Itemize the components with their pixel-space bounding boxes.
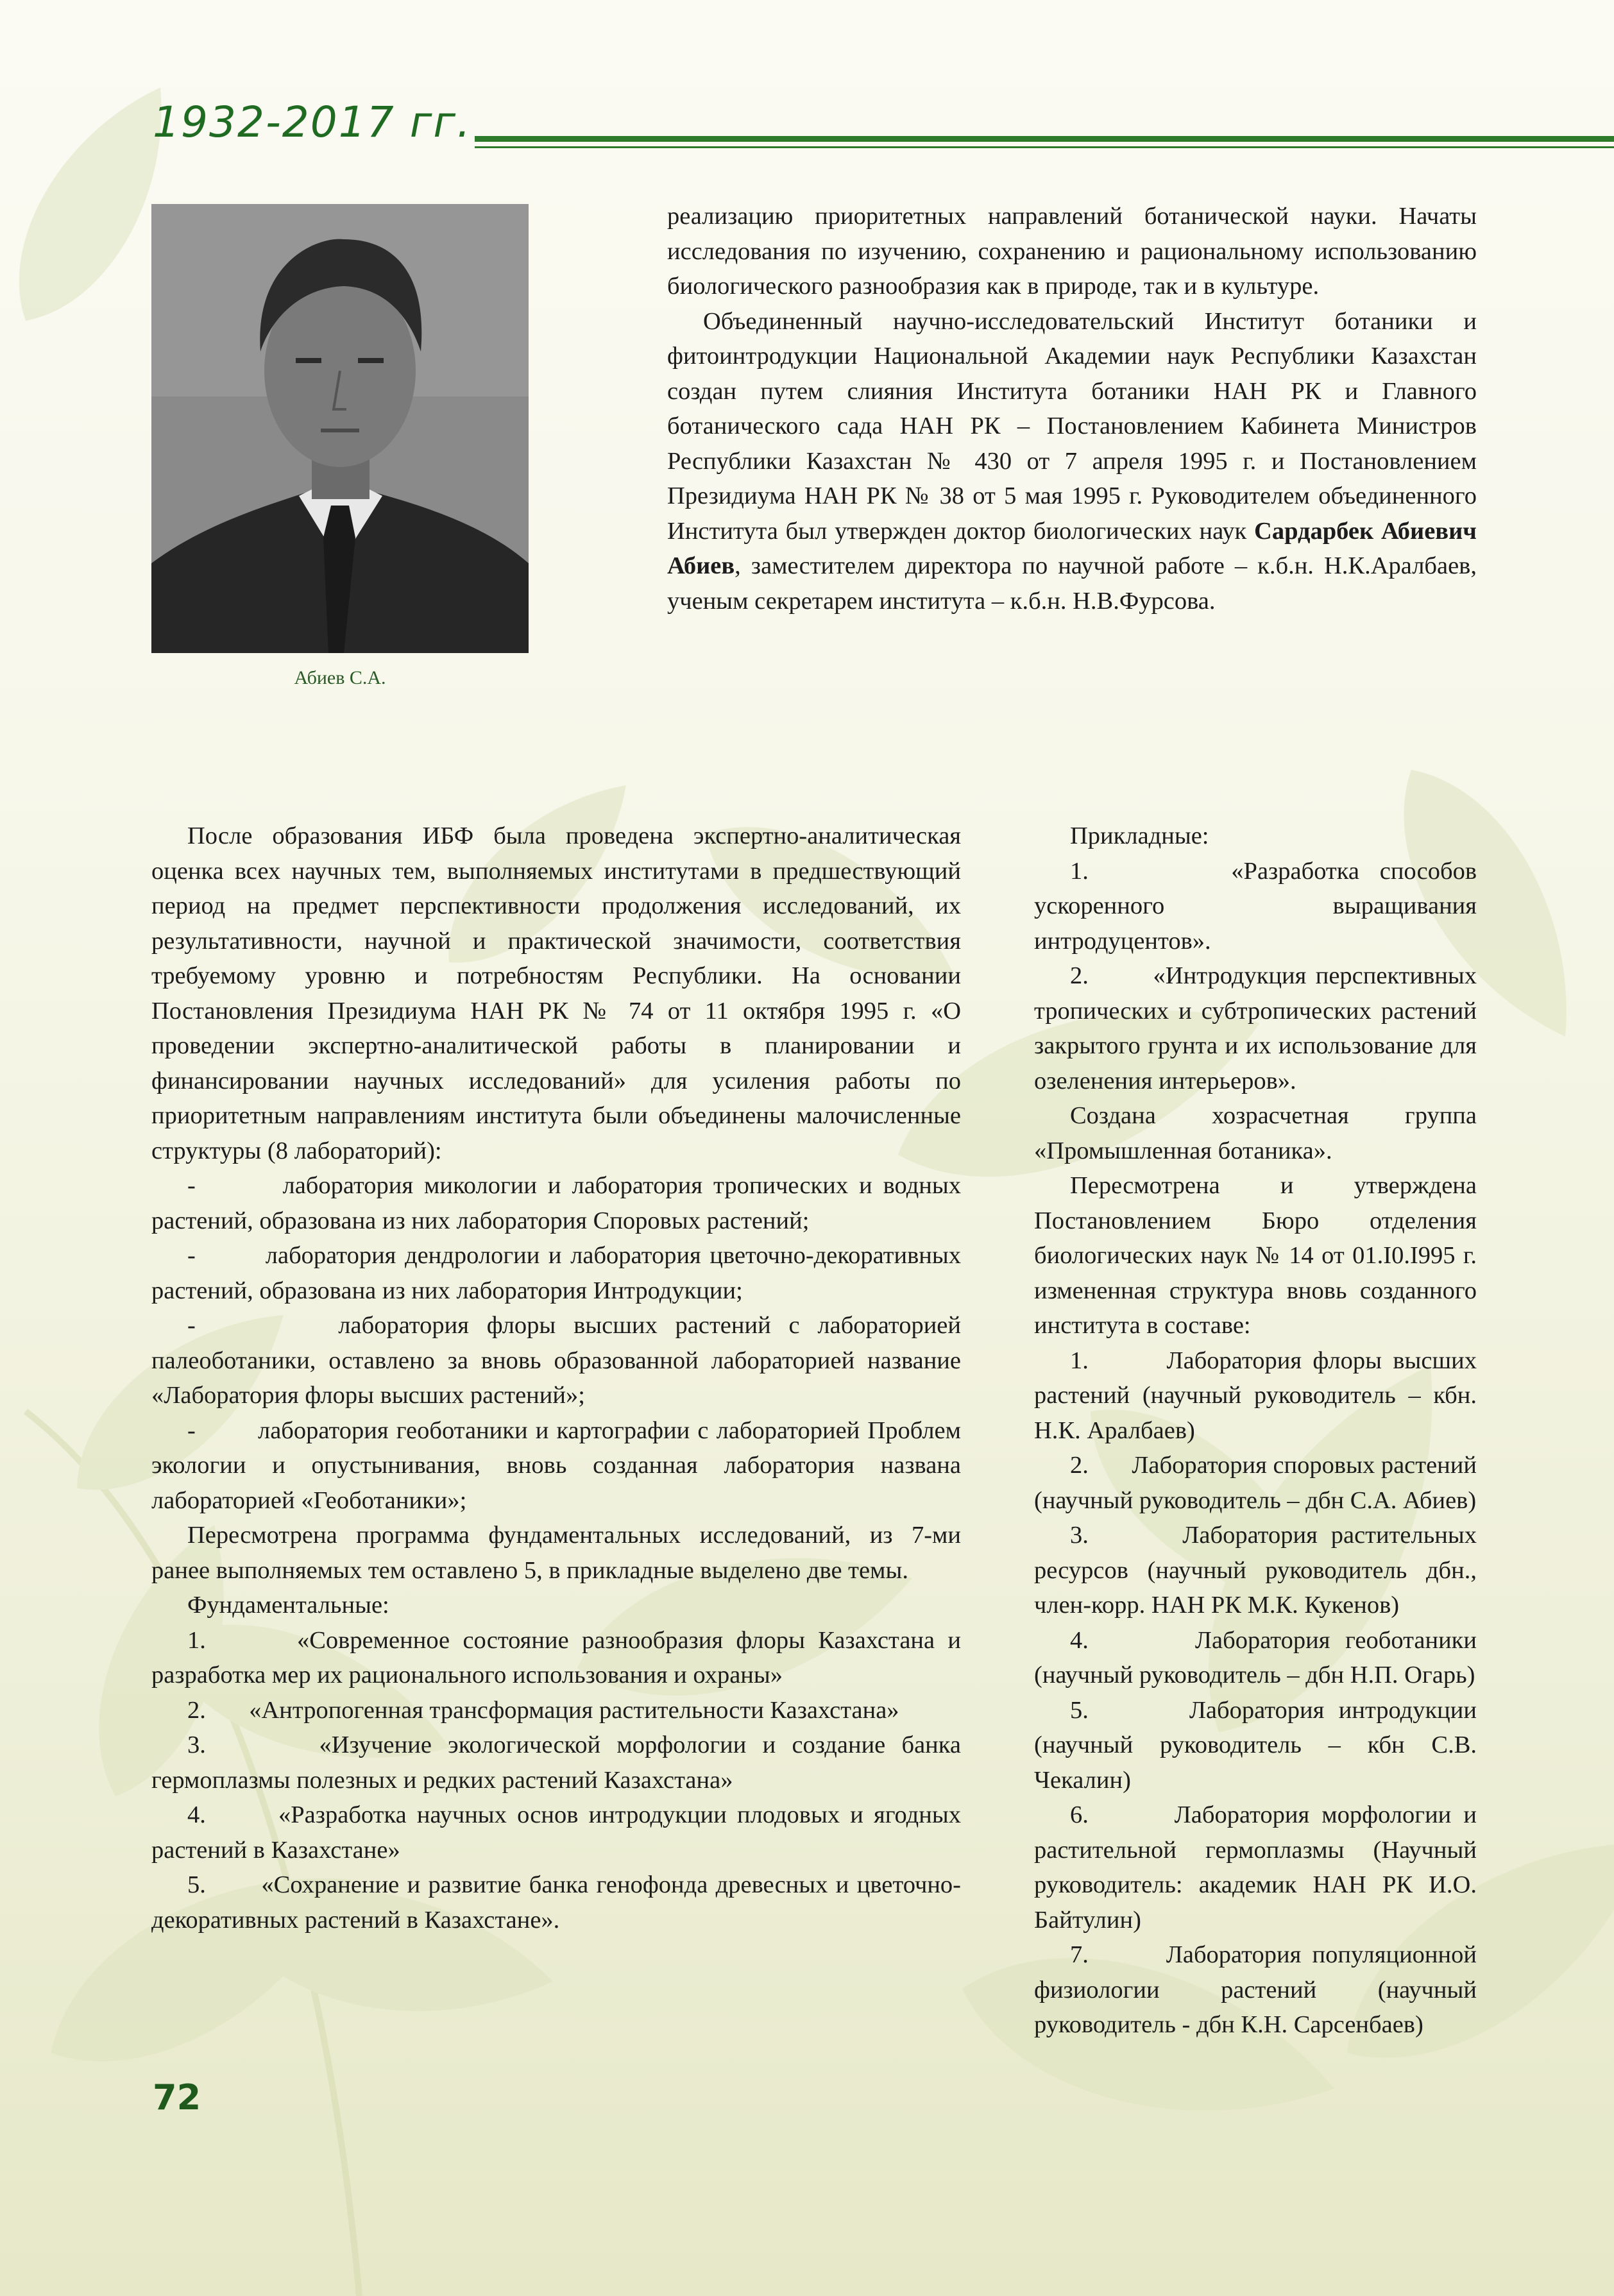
intro-text [667, 199, 1477, 618]
director-name: Сардарбек Абиевич Абиев [667, 517, 1477, 579]
institute-paragraph [667, 304, 1477, 619]
paragraph: Пересмотрена и утверждена Постановлением Бюро отделения биологических наук № 14 от 01.I0.I995 г. измененная структура вновь созданного института в составе: [1034, 1172, 1477, 1339]
list-item: 7. Лаборатория популяционной физиологии растений (научный руководитель - дбн К.Н. Сарсенбаев) [1034, 1941, 1477, 2038]
section-heading: Прикладные: [1070, 822, 1209, 849]
institute-text-start: Объединенный научно-исследовательский Институт ботаники и фитоинтродукции Национальной Академии наук Республики Казахстан создан путем слияния Института ботаники НАН РК и Главного ботанического сада НАН РК – Постановлением Кабинета Министров Республики Казахстан № 430 от 7 апреля 1995 г. и Постановлением Президиума НАН РК № 38 от 5 мая 1995 г. Руководителем объединенного Института был утвержден доктор биологических наук [667, 307, 1477, 545]
header-rule [475, 136, 1614, 142]
portrait-photo [151, 204, 529, 653]
list-item: 3. Лаборатория растительных ресурсов (научный руководитель дбн., член-корр. НАН РК М.К. Кукенов) [1034, 1522, 1477, 1619]
left-column [151, 819, 961, 1937]
paragraph: Пересмотрена программа фундаментальных исследований, из 7-ми ранее выполняемых тем оставлено 5, в прикладные выделено две темы. [151, 1522, 961, 1584]
institute-text-end: , заместителем директора по научной работе – к.б.н. Н.К.Аралбаев, ученым секретарем института – к.б.н. Н.В.Фурсова. [667, 552, 1477, 615]
list-item: 2. «Антропогенная трансформация растительности Казахстана» [187, 1696, 899, 1724]
list-item: - лаборатория флоры высших растений с лабораторией палеоботаники, оставлено за вновь образованной лабораторией название «Лаборатория флоры высших растений»; [151, 1312, 961, 1409]
paragraph: Создана хозрасчетная группа «Промышленная ботаника». [1034, 1102, 1477, 1164]
list-item: 1. «Современное состояние разнообразия флоры Казахстана и разработка мер их рационального использования и охраны» [151, 1626, 961, 1688]
list-item: 4. Лаборатория геоботаники (научный руководитель – дбн Н.П. Огарь) [1034, 1626, 1477, 1688]
intro-paragraph: реализацию приоритетных направлений ботанической науки. Начаты исследования по изучению, сохранению и рациональному использованию биологического разнообразия как в природе, так и в культуре. [667, 203, 1477, 300]
list-item: 1. Лаборатория флоры высших растений (научный руководитель – кбн. Н.К. Аралбаев) [1034, 1347, 1477, 1444]
list-item: - лаборатория дендрологии и лаборатория цветочно-декоративных растений, образована из них лаборатория Интродукции; [151, 1242, 961, 1304]
list-item: 2. «Интродукция перспективных тропических и субтропических растений закрытого грунта и их использование для озеленения интерьеров». [1034, 962, 1477, 1094]
list-item: - лаборатория микологии и лаборатория тропических и водных растений, образована из них лаборатория Споровых растений; [151, 1172, 961, 1234]
photo-caption: Абиев С.А. [294, 667, 386, 688]
header-rule-thin [475, 146, 1614, 148]
right-column [1034, 819, 1477, 2043]
list-item: 5. «Сохранение и развитие банка генофонда древесных и цветочно-декоративных растений в Казахстане». [151, 1871, 961, 1934]
paragraph: После образования ИБФ была проведена экспертно-аналитическая оценка всех научных тем, выполняемых институтами в предшествующий период на предмет перспективности продолжения исследований, их результативности, научной и практической значимости, соответствия требуемому уровню и потребностям Республики. На основании Постановления Президиума НАН РК № 74 от 11 октября 1995 г. «О проведении экспертно-аналитической работы в планировании и финансировании научных исследований» для усиления работы по приоритетным направлениям института были объединены малочисленные структуры (8 лабораторий): [151, 822, 961, 1164]
list-item: 4. «Разработка научных основ интродукции плодовых и ягодных растений в Казахстане» [151, 1801, 961, 1864]
list-item: 2. Лаборатория споровых растений (научный руководитель – дбн С.А. Абиев) [1034, 1452, 1477, 1514]
page-number: 72 [153, 2077, 201, 2118]
section-heading: Фундаментальные: [187, 1592, 389, 1619]
list-item: 5. Лаборатория интродукции (научный руководитель – кбн С.В. Чекалин) [1034, 1696, 1477, 1794]
list-item: - лаборатория геоботаники и картографии с лабораторией Проблем экологии и опустынивания, вновь созданная лаборатория названа лабораторией «Геоботаники»; [151, 1416, 961, 1514]
list-item: 3. «Изучение экологической морфологии и создание банка гермоплазмы полезных и редких растений Казахстана» [151, 1731, 961, 1794]
header-title: 1932-2017 гг. [153, 98, 472, 147]
list-item: 6. Лаборатория морфологии и растительной гермоплазмы (Научный руководитель: академик НАН РК И.О. Байтулин) [1034, 1801, 1477, 1934]
list-item: 1. «Разработка способов ускоренного выращивания интродуцентов». [1034, 857, 1477, 955]
